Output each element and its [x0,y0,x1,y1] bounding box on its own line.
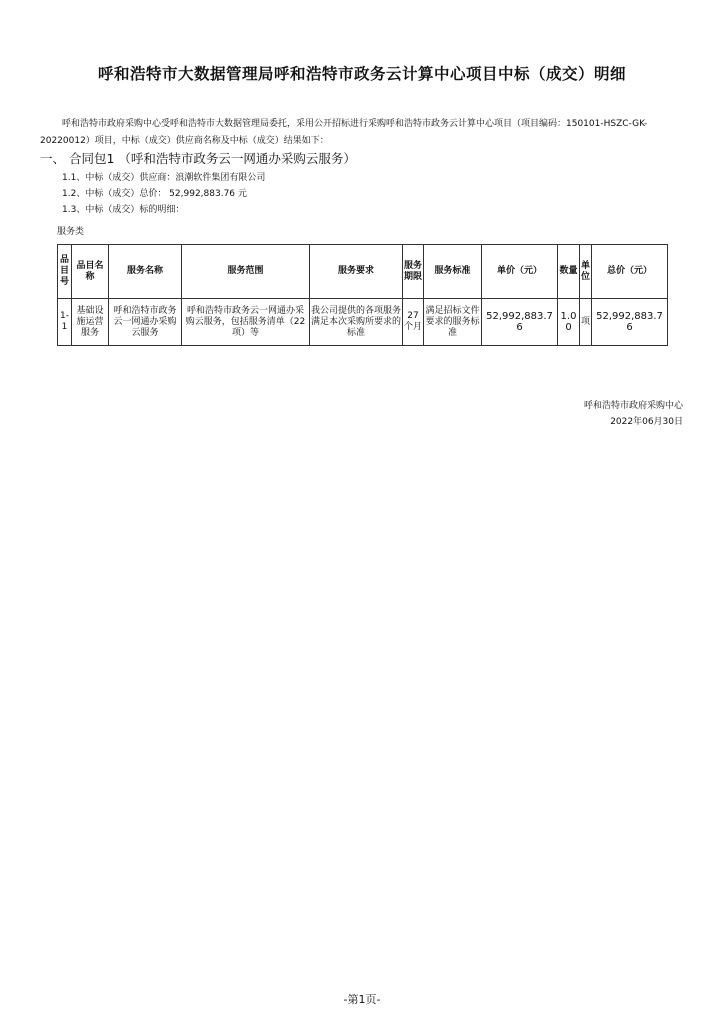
document-title: 呼和浩特市大数据管理局呼和浩特市政务云计算中心项目中标（成交）明细 [97,65,626,83]
header-unit-price: 单价（元） [482,245,558,299]
header-total-price: 总价（元） [592,245,668,299]
supplier-line: 1.1、中标（成交）供应商：浪潮软件集团有限公司 [62,173,266,183]
header-unit: 单位 [580,245,592,299]
header-service-name: 服务名称 [109,245,182,299]
cell-item-name: 基础设施运营服务 [72,299,109,346]
header-item-no: 品目号 [58,245,72,299]
header-service-standard: 服务标准 [424,245,482,299]
total-price-line: 1.2、中标（成交）总价： 52,992,883.76 元 [62,189,247,199]
cell-total-price: 52,992,883.76 [592,299,668,346]
details-line: 1.3、中标（成交）标的明细： [62,205,185,215]
table-header-row [58,245,668,299]
table-row [58,299,668,346]
cell-service-standard: 满足招标文件要求的服务标准 [424,299,482,346]
page-number: -第1页- [343,993,381,1006]
issue-date: 2022年06月30日 [610,417,683,427]
category-label: 服务类 [57,227,85,237]
cell-service-scope: 呼和浩特市政务云一网通办采购云服务，包括服务清单（22项）等 [182,299,310,346]
cell-service-requirement: 我公司提供的各项服务满足本次采购所要求的标准 [310,299,403,346]
header-quantity: 数量 [558,245,580,299]
cell-service-name: 呼和浩特市政务云一网通办采购云服务 [109,299,182,346]
header-item-name: 品目名称 [72,245,109,299]
intro-paragraph: 呼和浩特市政府采购中心受呼和浩特市大数据管理局委托，采用公开招标进行采购呼和浩特市政务云计算中心项目（项目编码：150101-HSZC-GK-20220012）项目，中标（成交）供应商名称及中标（成交）结果如下： [40,119,648,146]
cell-service-period: 27个月 [403,299,424,346]
cell-unit-price: 52,992,883.76 [482,299,558,346]
header-service-period: 服务期限 [403,245,424,299]
cell-quantity: 1.00 [558,299,580,346]
issuing-organization: 呼和浩特市政府采购中心 [583,401,683,411]
award-details-table [57,244,668,346]
cell-unit: 项 [580,299,592,346]
header-service-scope: 服务范围 [182,245,310,299]
cell-item-no: 1-1 [58,299,72,346]
header-service-requirement: 服务要求 [310,245,403,299]
section-heading: 一、 合同包1 （呼和浩特市政务云一网通办采购云服务） [40,151,356,166]
